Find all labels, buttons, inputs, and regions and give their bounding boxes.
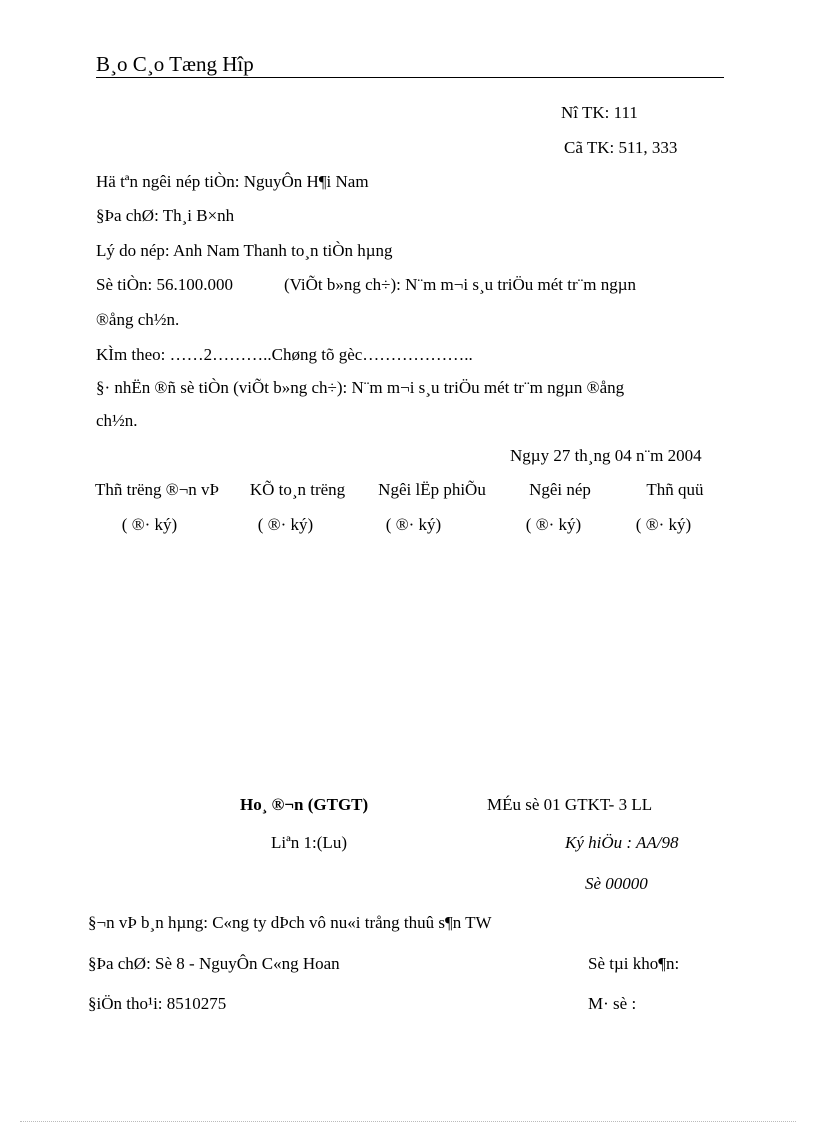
invoice-number: Sè 00000: [585, 874, 648, 893]
header-divider: [96, 77, 724, 78]
attached-documents: KÌm theo: ……2………..Chøng tõ gèc………………..: [96, 345, 473, 364]
received-amount-line1: §· nhËn ®ñ sè tiÒn (viÕt b»ng ch÷): N¨m m¬i s¸u triÖu mét tr¨m ngµn ®ång: [96, 378, 625, 397]
payer-name: Hä tªn ngêi nép tiÒn: NguyÔn H¶i Nam: [96, 172, 369, 191]
seller-name: §¬n vÞ b¸n hµng: C«ng ty dÞch vô nu«i trång thuû s¶n TW: [88, 913, 492, 932]
receipt-date: Ngµy 27 th¸ng 04 n¨m 2004: [510, 446, 702, 465]
signature-role-director: Thñ trëng ®¬n vÞ: [94, 480, 220, 499]
signature-role-preparer: Ngêi lËp phiÕu: [378, 480, 486, 499]
signature-role-payer: Ngêi nép: [529, 480, 591, 499]
signature-status-director: ( ®· ký): [121, 515, 178, 534]
payment-amount: Sè tiÒn: 56.100.000: [96, 275, 233, 294]
signature-status-payer: ( ®· ký): [525, 515, 582, 534]
received-amount-line2: ch½n.: [96, 411, 138, 430]
signature-status-preparer: ( ®· ký): [385, 515, 442, 534]
payment-reason: Lý do nép: Anh Nam Thanh to¸n tiÒn hµng: [96, 241, 393, 260]
payer-address: §Þa chØ: Th¸i B×nh: [96, 206, 235, 225]
signature-role-chief-accountant: KÕ to¸n trëng: [249, 480, 346, 499]
invoice-copy: Liªn 1:(Lu): [271, 833, 347, 852]
invoice-form-number: MÉu sè 01 GTKT- 3 LL: [487, 795, 653, 814]
amount-in-words-continued: ®ång ch½n.: [96, 310, 180, 329]
signature-status-chief-accountant: ( ®· ký): [257, 515, 314, 534]
bank-account-number: Sè tµi kho¶n:: [588, 954, 680, 973]
signature-role-cashier: Thñ quü: [646, 480, 704, 499]
invoice-title: Ho¸ ®¬n (GTGT): [240, 795, 369, 814]
credit-account: Cã TK: 511, 333: [564, 138, 678, 157]
invoice-symbol: Ký hiÖu : AA/98: [565, 833, 679, 852]
page-bottom-border: [20, 1121, 796, 1122]
debit-account: Nî TK: 111: [561, 103, 638, 122]
seller-phone: §iÖn tho¹i: 8510275: [88, 994, 227, 1013]
signature-status-cashier: ( ®· ký): [635, 515, 692, 534]
seller-address: §Þa chØ: Sè 8 - NguyÔn C«ng Hoan: [88, 954, 340, 973]
amount-in-words: (ViÕt b»ng ch÷): N¨m m¬i s¸u triÖu mét tr¨m ngµn: [284, 275, 637, 294]
report-header-title: B¸o C¸o Tæng Hîp: [96, 52, 254, 76]
tax-code: M· sè :: [588, 994, 637, 1013]
